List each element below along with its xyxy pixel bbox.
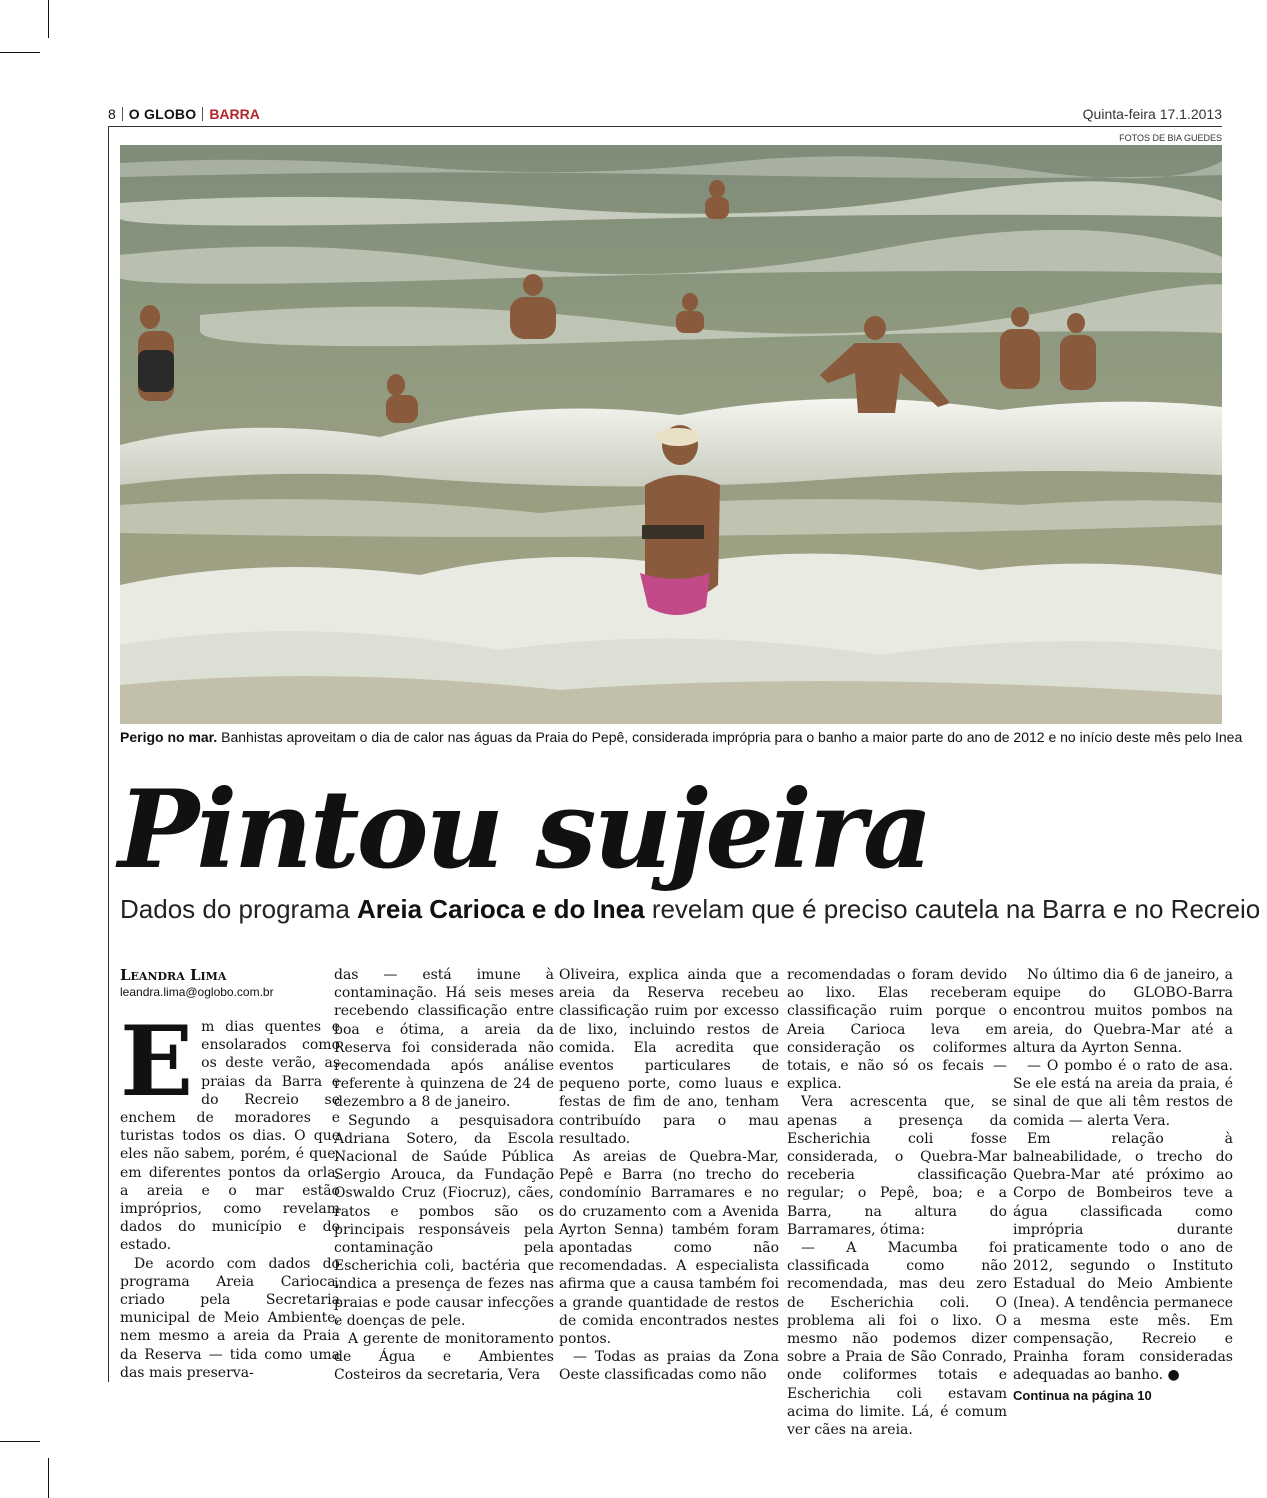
article-column-1 <box>120 966 340 1382</box>
drop-cap: E <box>120 1005 194 1118</box>
article-column-4 <box>787 966 1007 1439</box>
continued-on-page: Continua na página 10 <box>1013 1387 1152 1403</box>
paragraph: Segundo a pesquisadora Adriana Sotero, da Escola Nacional de Saúde Pública Sergio Arouca, da Fundação Oswaldo Cruz (Fiocruz), cães, ratos e pombos são os principais responsáveis pela contaminação pela Escherichia coli, bactéria que indica a presença de fezes nas praias e pode causar infecções e doenças de pele. <box>334 1112 554 1329</box>
paragraph: — A Macumba foi classificada como não recomendada, mas deu zero de Escherichia coli. O problema ali foi o lixo. O mesmo não podemos dizer sobre a Praia de São Conrado, onde coliformes totais e Escherichia coli estavam acima do limite. Lá, é comum ver cães na areia. <box>787 1240 1007 1439</box>
byline-email[interactable]: leandra.lima@oglobo.com.br <box>120 985 274 999</box>
article-column-2 <box>334 966 554 1385</box>
page-number: 8 <box>108 106 116 122</box>
paragraph: das — está imune à contaminação. Há seis meses recebendo classificação entre boa e ótima, a areia da Reserva foi considerada não recomendada após análise referente à quinzena de 24 de dezembro a 8 de janeiro. <box>334 967 554 1111</box>
deck-after: revelam que é preciso cautela na Barra e no Recreio <box>644 894 1261 924</box>
paragraph: A gerente de monitoramento de Água e Ambientes Costeiros da secretaria, Vera <box>334 1331 554 1384</box>
beach-photo-image <box>120 145 1222 724</box>
crop-mark-bottom-left-v <box>48 1458 49 1498</box>
header-left <box>108 106 260 122</box>
photo-credit: FOTOS DE BIA GUEDES <box>1119 133 1222 143</box>
crop-mark-top-left-v <box>48 0 49 38</box>
left-rule <box>108 127 109 1382</box>
page-header <box>108 104 1222 127</box>
paragraph: Em relação à balneabilidade, o trecho do Quebra-Mar até próximo ao Corpo de Bombeiros teve a água classificada como imprópria durante praticamente todo o ano de 2012, segundo o Instituto Estadual do Meio Ambiente (Inea). A tendência permanece a mesma este mês. Em compensação, Recreio e Prainha foram consideradas adequadas ao banho. ● <box>1013 1130 1233 1384</box>
paragraph: De acordo com dados do programa Areia Carioca, criado pela Secretaria municipal de Meio Ambiente, nem mesmo a areia da Praia da Reserva — tida como uma das mais preserva- <box>120 1255 340 1381</box>
article-column-5 <box>1013 966 1233 1405</box>
paragraph <box>120 1005 340 1255</box>
paragraph: Oliveira, explica ainda que a areia da Reserva recebeu classificação ruim por excesso de lixo, incluindo restos de comida. Ela acredita que eventos particulares de pequeno porte, como luaus e festas de fim de ano, tenham contribuído para o mau resultado. <box>559 967 779 1147</box>
beach-photo <box>120 145 1222 724</box>
caption-text: Banhistas aproveitam o dia de calor nas águas da Praia do Pepê, considerada imprópria para o banho a maior parte do ano de 2012 e no início deste mês pelo Inea <box>217 729 1243 745</box>
subheadline <box>120 894 1260 925</box>
crop-mark-bottom-left-h <box>0 1441 40 1442</box>
paragraph: — Todas as praias da Zona Oeste classificadas como não <box>559 1349 779 1384</box>
paragraph: As areias de Quebra-Mar, Pepê e Barra (no trecho do condomínio Barramares e no do cruzamento com a Avenida Ayrton Senna) também foram apontadas como não recomendadas. A especialista afirma que a causa também foi a grande quantidade de restos de comida encontrados nestes pontos. <box>559 1149 779 1348</box>
paragraph: recomendadas o foram devido ao lixo. Elas receberam classificação ruim porque o Areia Carioca leva em consideração os coliformes totais, e não só os fecais — explica. <box>787 967 1007 1093</box>
issue-date: Quinta-feira 17.1.2013 <box>1082 106 1222 122</box>
section-name: BARRA <box>209 106 260 122</box>
article-column-3 <box>559 966 779 1385</box>
headline: Pintou sujeira <box>118 767 930 893</box>
byline-author: Leandra Lima <box>120 966 227 984</box>
paragraph: — O pombo é o rato de asa. Se ele está na areia da praia, é sinal de que ali têm restos de comida — alerta Vera. <box>1013 1058 1233 1129</box>
caption-lead: Perigo no mar. <box>120 729 218 745</box>
deck-before: Dados do programa <box>120 894 358 924</box>
paragraph: Vera acrescenta que, se apenas a presença da Escherichia coli fosse considerada, o Quebra-Mar receberia classificação regular; o Pepê, boa; e a Barra, na altura do Barramares, ótima: <box>787 1094 1007 1238</box>
newspaper-logo: O GLOBO <box>128 106 197 122</box>
header-divider <box>202 107 203 121</box>
header-divider <box>122 107 123 121</box>
crop-mark-top-left-h <box>0 52 40 53</box>
photo-caption <box>120 729 1243 745</box>
paragraph: No último dia 6 de janeiro, a equipe do GLOBO-Barra encontrou muitos pombos na areia, do Quebra-Mar até a altura da Ayrton Senna. <box>1013 967 1233 1056</box>
deck-bold: Areia Carioca e do Inea <box>357 894 645 924</box>
paragraph-text: m dias quentes e ensolarados como os deste verão, as praias da Barra e do Recreio se enchem de moradores e turistas todos os dias. O que eles não sabem, porém, é que, em diferentes pontos da orla, a areia e o mar estão impróprios, como revelam dados do município e do estado. <box>120 1019 340 1254</box>
